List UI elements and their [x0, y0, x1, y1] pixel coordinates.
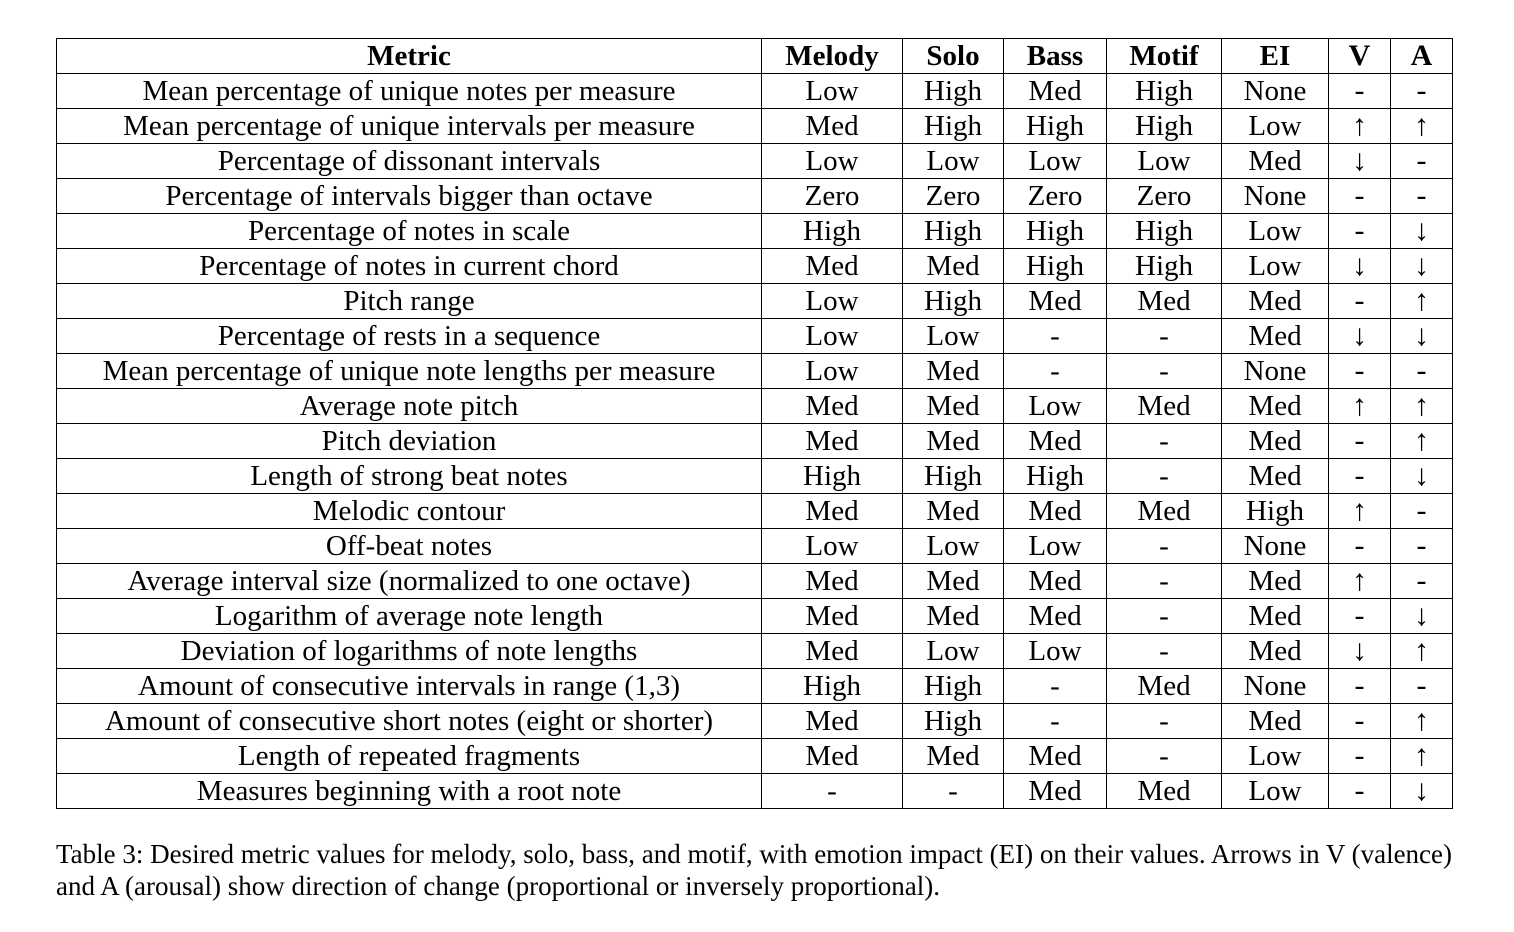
table-row [57, 179, 1453, 214]
cell-solo: Zero [903, 179, 1004, 214]
cell-motif: High [1107, 214, 1222, 249]
cell-valence: - [1329, 74, 1391, 109]
cell-ei: None [1222, 354, 1329, 389]
cell-arousal: - [1391, 529, 1453, 564]
cell-arousal: ↑ [1391, 634, 1453, 669]
cell-ei: High [1222, 494, 1329, 529]
cell-arousal: - [1391, 494, 1453, 529]
cell-melody: High [762, 669, 903, 704]
cell-ei: None [1222, 179, 1329, 214]
cell-melody: Med [762, 634, 903, 669]
header-ei: EI [1222, 39, 1329, 74]
cell-ei: Med [1222, 564, 1329, 599]
cell-metric: Mean percentage of unique notes per measure [57, 74, 762, 109]
cell-solo: Med [903, 249, 1004, 284]
cell-motif: - [1107, 319, 1222, 354]
cell-solo: Med [903, 564, 1004, 599]
cell-bass: Zero [1004, 179, 1107, 214]
cell-bass: Med [1004, 739, 1107, 774]
cell-solo: Low [903, 529, 1004, 564]
cell-metric: Melodic contour [57, 494, 762, 529]
table-caption: Table 3: Desired metric values for melody, solo, bass, and motif, with emotion impact (EI) on their values. Arrows in V (valence) and A (arousal) show direction of change (proportional or inversely proportional). [56, 839, 1453, 901]
cell-metric: Logarithm of average note length [57, 599, 762, 634]
table-row [57, 319, 1453, 354]
header-metric: Metric [57, 39, 762, 74]
cell-arousal: ↓ [1391, 214, 1453, 249]
header-motif: Motif [1107, 39, 1222, 74]
cell-valence: ↓ [1329, 144, 1391, 179]
table-row [57, 389, 1453, 424]
cell-metric: Amount of consecutive short notes (eight or shorter) [57, 704, 762, 739]
cell-motif: - [1107, 354, 1222, 389]
cell-arousal: ↑ [1391, 389, 1453, 424]
cell-solo: High [903, 74, 1004, 109]
cell-valence: ↑ [1329, 494, 1391, 529]
cell-melody: Zero [762, 179, 903, 214]
cell-arousal: ↑ [1391, 284, 1453, 319]
cell-ei: Low [1222, 109, 1329, 144]
cell-motif: - [1107, 704, 1222, 739]
cell-ei: Med [1222, 599, 1329, 634]
cell-ei: Med [1222, 389, 1329, 424]
cell-arousal: - [1391, 354, 1453, 389]
cell-arousal: ↓ [1391, 459, 1453, 494]
cell-melody: Med [762, 739, 903, 774]
cell-arousal: ↑ [1391, 424, 1453, 459]
cell-metric: Measures beginning with a root note [57, 774, 762, 809]
cell-solo: Med [903, 424, 1004, 459]
cell-metric: Percentage of notes in current chord [57, 249, 762, 284]
cell-valence: - [1329, 179, 1391, 214]
cell-valence: ↓ [1329, 634, 1391, 669]
cell-ei: None [1222, 74, 1329, 109]
cell-ei: Med [1222, 704, 1329, 739]
table-header-row [57, 39, 1453, 74]
cell-arousal: - [1391, 564, 1453, 599]
cell-solo: Med [903, 739, 1004, 774]
cell-arousal: ↑ [1391, 109, 1453, 144]
cell-bass: - [1004, 319, 1107, 354]
cell-valence: - [1329, 214, 1391, 249]
cell-bass: Med [1004, 284, 1107, 319]
header-arousal: A [1391, 39, 1453, 74]
cell-bass: Med [1004, 564, 1107, 599]
cell-melody: Low [762, 284, 903, 319]
cell-arousal: ↑ [1391, 704, 1453, 739]
cell-motif: Med [1107, 494, 1222, 529]
cell-metric: Mean percentage of unique note lengths per measure [57, 354, 762, 389]
cell-solo: High [903, 459, 1004, 494]
cell-metric: Amount of consecutive intervals in range (1,3) [57, 669, 762, 704]
cell-valence: ↑ [1329, 109, 1391, 144]
cell-metric: Percentage of rests in a sequence [57, 319, 762, 354]
cell-melody: Med [762, 389, 903, 424]
cell-metric: Length of repeated fragments [57, 739, 762, 774]
cell-ei: Low [1222, 214, 1329, 249]
cell-arousal: ↓ [1391, 774, 1453, 809]
cell-melody: High [762, 459, 903, 494]
cell-motif: Med [1107, 774, 1222, 809]
cell-valence: - [1329, 739, 1391, 774]
table-row [57, 424, 1453, 459]
cell-bass: - [1004, 704, 1107, 739]
cell-valence: ↓ [1329, 249, 1391, 284]
cell-bass: High [1004, 459, 1107, 494]
cell-metric: Deviation of logarithms of note lengths [57, 634, 762, 669]
cell-melody: Low [762, 354, 903, 389]
cell-melody: Med [762, 599, 903, 634]
cell-melody: Low [762, 74, 903, 109]
cell-solo: Low [903, 634, 1004, 669]
cell-ei: Low [1222, 774, 1329, 809]
cell-valence: ↑ [1329, 564, 1391, 599]
cell-ei: Low [1222, 739, 1329, 774]
cell-bass: Med [1004, 74, 1107, 109]
cell-ei: Med [1222, 424, 1329, 459]
cell-motif: - [1107, 564, 1222, 599]
cell-melody: Med [762, 704, 903, 739]
cell-valence: - [1329, 529, 1391, 564]
table-row [57, 494, 1453, 529]
cell-valence: - [1329, 459, 1391, 494]
table-row [57, 249, 1453, 284]
cell-solo: - [903, 774, 1004, 809]
table-row [57, 599, 1453, 634]
cell-solo: Low [903, 144, 1004, 179]
cell-bass: Med [1004, 774, 1107, 809]
header-melody: Melody [762, 39, 903, 74]
cell-solo: Med [903, 389, 1004, 424]
cell-metric: Pitch range [57, 284, 762, 319]
cell-bass: Med [1004, 494, 1107, 529]
table-row [57, 109, 1453, 144]
cell-metric: Off-beat notes [57, 529, 762, 564]
cell-motif: Zero [1107, 179, 1222, 214]
header-bass: Bass [1004, 39, 1107, 74]
cell-metric: Pitch deviation [57, 424, 762, 459]
cell-melody: High [762, 214, 903, 249]
cell-metric: Average interval size (normalized to one octave) [57, 564, 762, 599]
cell-ei: Med [1222, 459, 1329, 494]
cell-bass: - [1004, 669, 1107, 704]
cell-solo: High [903, 704, 1004, 739]
cell-valence: - [1329, 704, 1391, 739]
cell-solo: Med [903, 599, 1004, 634]
cell-arousal: ↓ [1391, 319, 1453, 354]
cell-ei: Med [1222, 634, 1329, 669]
cell-solo: High [903, 669, 1004, 704]
cell-metric: Mean percentage of unique intervals per measure [57, 109, 762, 144]
cell-metric: Length of strong beat notes [57, 459, 762, 494]
header-solo: Solo [903, 39, 1004, 74]
cell-arousal: - [1391, 144, 1453, 179]
cell-valence: - [1329, 284, 1391, 319]
table-row [57, 284, 1453, 319]
cell-solo: High [903, 284, 1004, 319]
header-valence: V [1329, 39, 1391, 74]
cell-melody: Low [762, 319, 903, 354]
cell-melody: Med [762, 249, 903, 284]
cell-bass: Low [1004, 634, 1107, 669]
cell-valence: - [1329, 774, 1391, 809]
cell-valence: ↓ [1329, 319, 1391, 354]
cell-ei: None [1222, 669, 1329, 704]
cell-motif: - [1107, 459, 1222, 494]
cell-ei: Med [1222, 144, 1329, 179]
cell-bass: Low [1004, 529, 1107, 564]
cell-melody: Med [762, 564, 903, 599]
table-row [57, 669, 1453, 704]
cell-arousal: ↑ [1391, 739, 1453, 774]
cell-motif: - [1107, 529, 1222, 564]
cell-metric: Percentage of notes in scale [57, 214, 762, 249]
cell-metric: Percentage of intervals bigger than octave [57, 179, 762, 214]
cell-bass: Med [1004, 599, 1107, 634]
metrics-table [56, 38, 1453, 809]
cell-motif: Med [1107, 669, 1222, 704]
cell-motif: High [1107, 74, 1222, 109]
table-row [57, 704, 1453, 739]
cell-metric: Average note pitch [57, 389, 762, 424]
cell-bass: Med [1004, 424, 1107, 459]
cell-motif: - [1107, 739, 1222, 774]
cell-metric: Percentage of dissonant intervals [57, 144, 762, 179]
table-row [57, 459, 1453, 494]
cell-solo: High [903, 214, 1004, 249]
table-row [57, 144, 1453, 179]
cell-solo: Med [903, 494, 1004, 529]
cell-motif: - [1107, 424, 1222, 459]
cell-melody: Med [762, 494, 903, 529]
cell-arousal: - [1391, 74, 1453, 109]
metrics-table-container [56, 38, 1452, 809]
cell-valence: - [1329, 354, 1391, 389]
cell-valence: - [1329, 669, 1391, 704]
table-row [57, 74, 1453, 109]
cell-motif: High [1107, 109, 1222, 144]
cell-motif: - [1107, 634, 1222, 669]
table-body [57, 74, 1453, 809]
cell-arousal: - [1391, 669, 1453, 704]
cell-arousal: ↓ [1391, 249, 1453, 284]
cell-motif: Low [1107, 144, 1222, 179]
cell-bass: Low [1004, 144, 1107, 179]
cell-ei: Low [1222, 249, 1329, 284]
cell-solo: Med [903, 354, 1004, 389]
cell-solo: High [903, 109, 1004, 144]
table-row [57, 739, 1453, 774]
cell-motif: - [1107, 599, 1222, 634]
cell-ei: Med [1222, 284, 1329, 319]
cell-solo: Low [903, 319, 1004, 354]
cell-melody: - [762, 774, 903, 809]
cell-bass: High [1004, 214, 1107, 249]
cell-arousal: - [1391, 179, 1453, 214]
table-row [57, 529, 1453, 564]
cell-motif: Med [1107, 284, 1222, 319]
cell-valence: - [1329, 599, 1391, 634]
cell-bass: High [1004, 249, 1107, 284]
cell-bass: - [1004, 354, 1107, 389]
cell-melody: Med [762, 109, 903, 144]
cell-valence: - [1329, 424, 1391, 459]
table-row [57, 774, 1453, 809]
cell-bass: Low [1004, 389, 1107, 424]
cell-motif: High [1107, 249, 1222, 284]
cell-melody: Low [762, 144, 903, 179]
cell-melody: Low [762, 529, 903, 564]
cell-motif: Med [1107, 389, 1222, 424]
table-row [57, 214, 1453, 249]
table-row [57, 564, 1453, 599]
cell-ei: None [1222, 529, 1329, 564]
table-row [57, 634, 1453, 669]
cell-melody: Med [762, 424, 903, 459]
cell-arousal: ↓ [1391, 599, 1453, 634]
cell-valence: ↑ [1329, 389, 1391, 424]
cell-ei: Med [1222, 319, 1329, 354]
table-row [57, 354, 1453, 389]
cell-bass: High [1004, 109, 1107, 144]
